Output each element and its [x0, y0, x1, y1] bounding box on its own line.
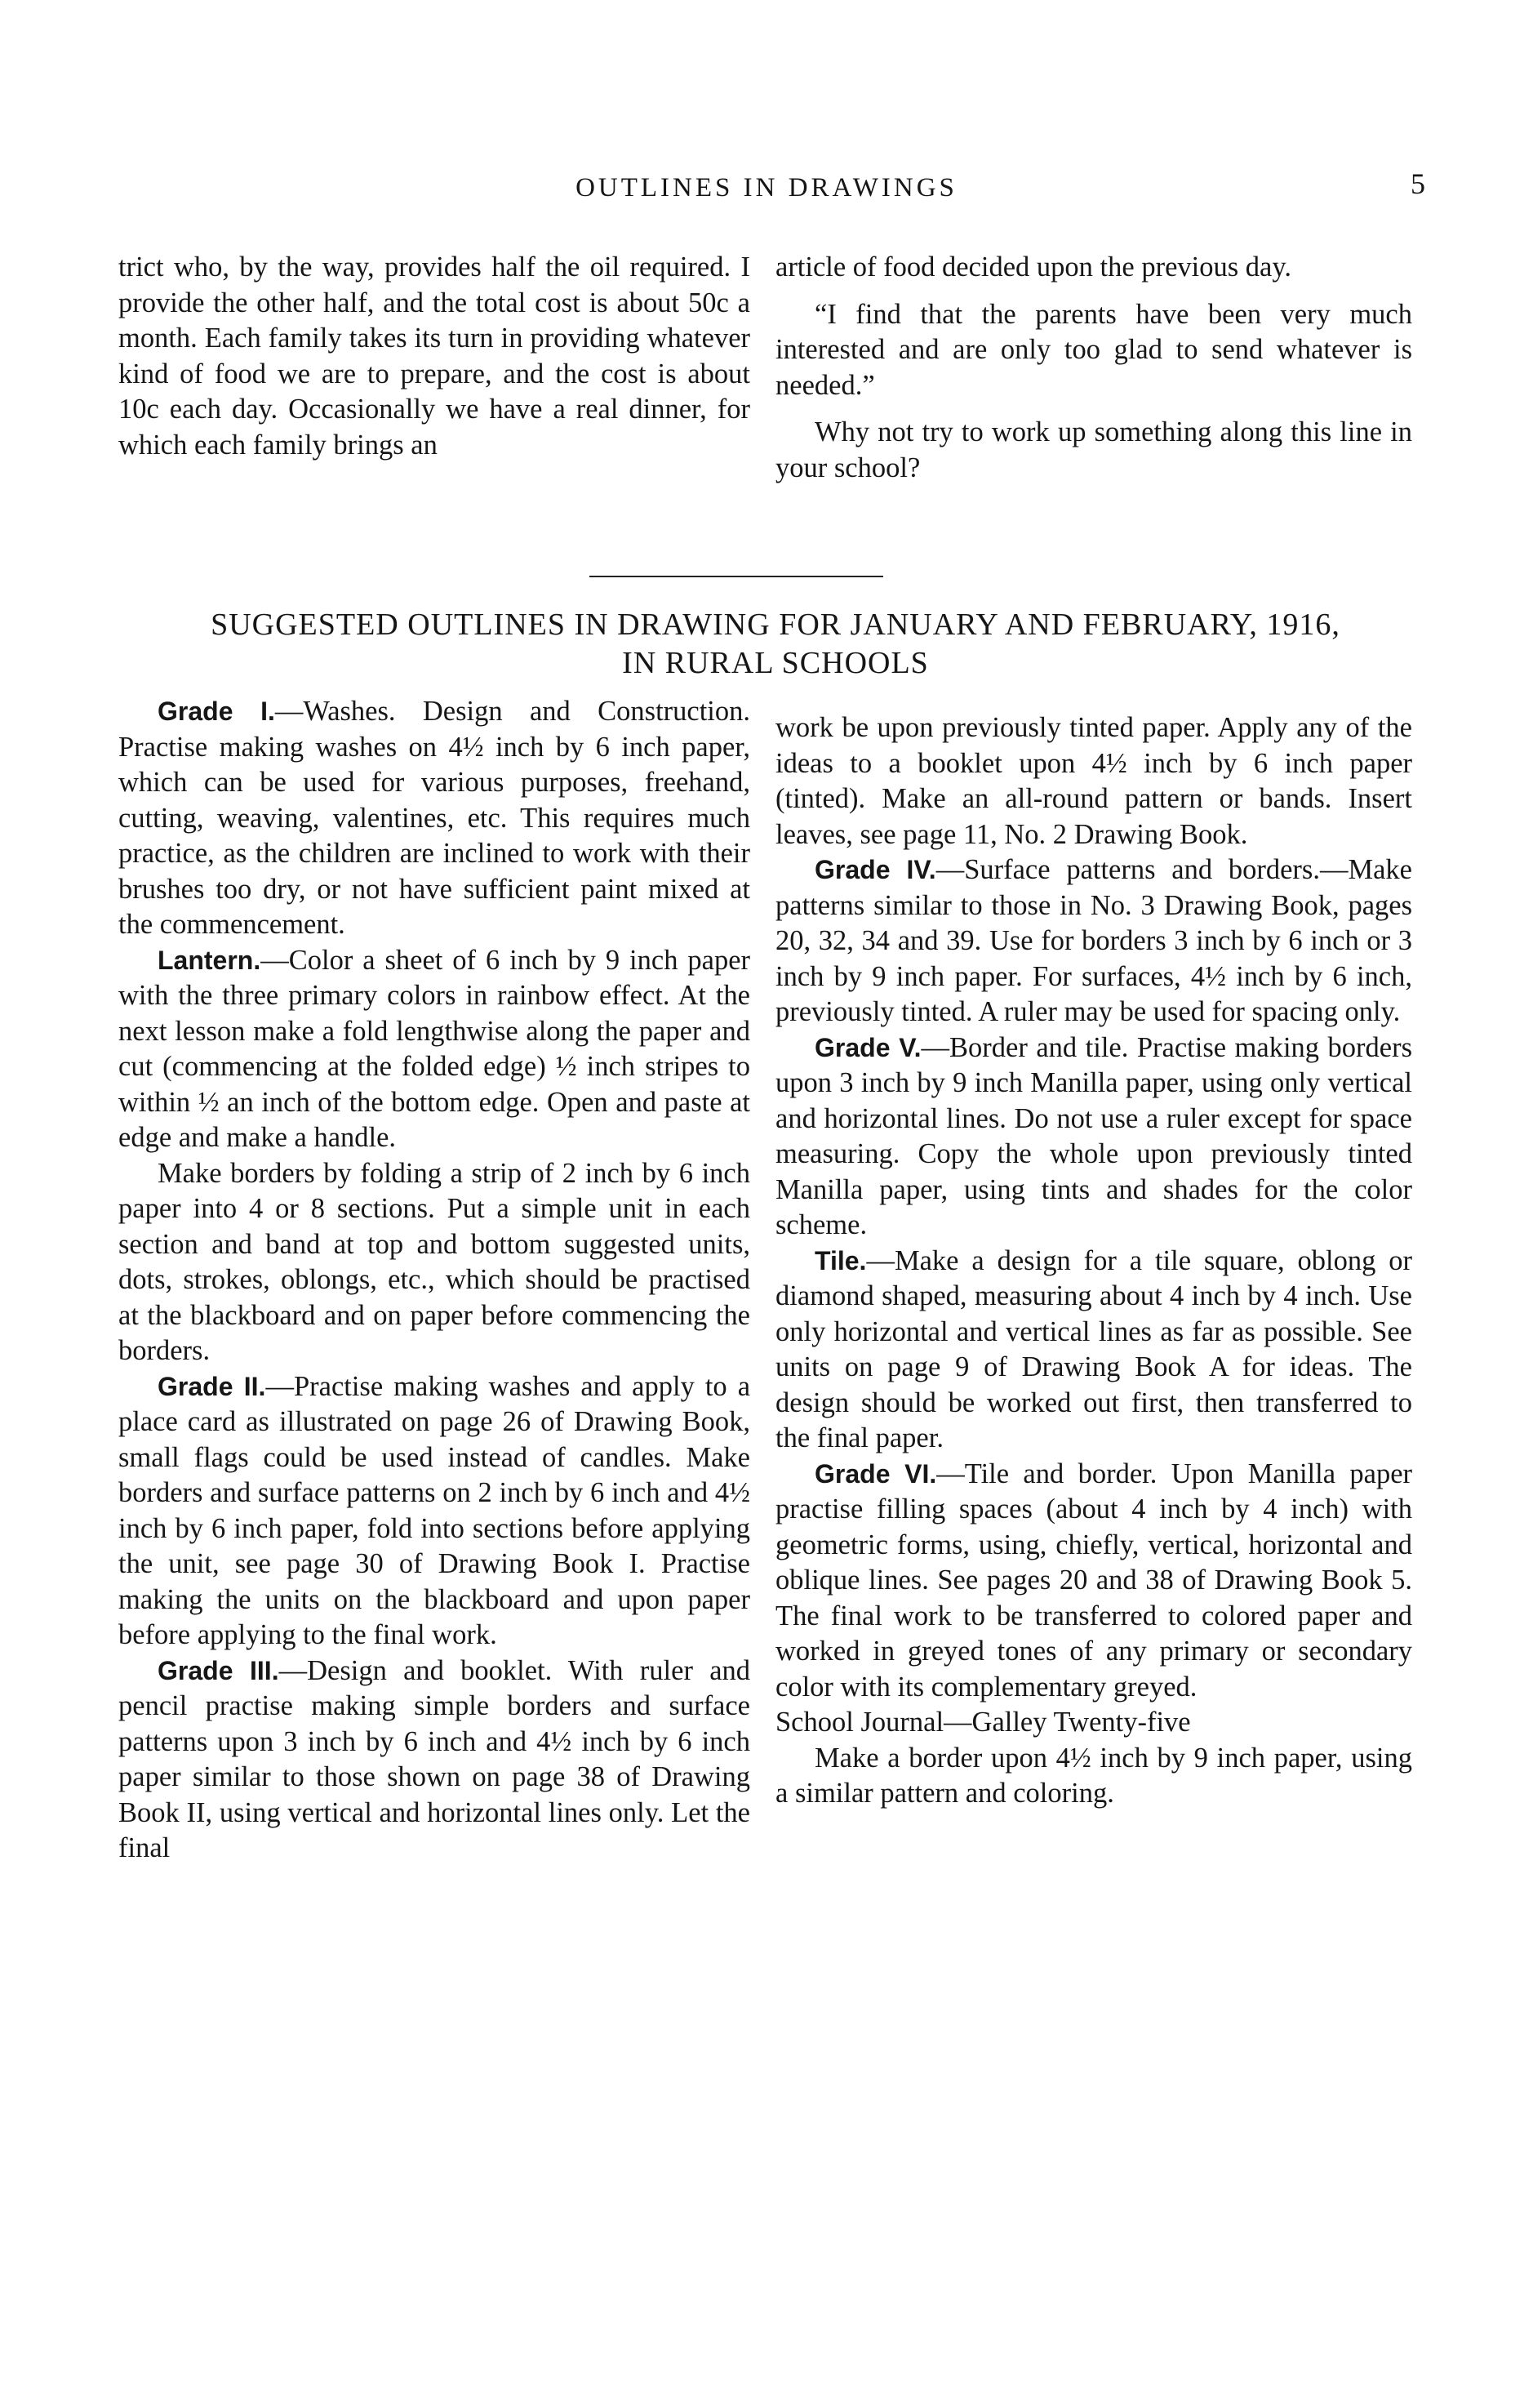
tile-label: Tile. — [815, 1245, 867, 1275]
grade-4-paragraph — [775, 852, 1412, 1030]
intro-right-column — [775, 250, 1412, 486]
article-left-column — [118, 694, 750, 1867]
grade-5-label: Grade V. — [815, 1032, 922, 1062]
grade-2-text: —Practise making washes and apply to a place card as illustrated on page 26 of Drawing Book, small flags could be used instead of candles. Make borders and surface patterns on 2 inch by 6 inch and 4½ inch by 6 inch paper, fold into sections before applying the unit, see page 30 of Drawing Book I. Practise making the units on the blackboard and upon paper before applying to the final work. — [118, 1370, 751, 1650]
grade-1-text: —Washes. Design and Construction. Practise making washes on 4½ inch by 6 inch paper, which can be used for various purposes, freehand, cutting, weaving, valentines, etc. This requires much practice, as the children are inclined to work with their brushes too dry, or not have sufficient paint mixed at the commencement. — [118, 696, 751, 940]
article-title: SUGGESTED OUTLINES IN DRAWING FOR JANUARY AND FEBRUARY, 1916, IN RURAL SCHOOLS — [211, 608, 1340, 680]
galley-note: School Journal—Galley Twenty-five — [775, 1707, 1191, 1738]
grade-5-text: —Border and tile. Practise making borders upon 3 inch by 9 inch Manilla paper, using only vertical and horizontal lines. Do not use a ruler except for space measuring. Copy the whole upon previously tinted Manilla paper, using tints and shades for the color scheme. — [775, 1031, 1413, 1240]
intro-left-paragraph: trict who, by the way, provides half the oil required. I provide the other half, and the total cost is about 50c a month. Each family takes its turn in providing whatever kind of food we are to prepare, and the cost is about 10c each day. Occasionally we have a real dinner, for which each family brings an — [118, 251, 750, 461]
grade-3-continuation: work be upon previously tinted paper. Apply any of the ideas to a booklet upon 4½ inch by 6 inch paper (tinted). Make an all-round pattern or bands. Insert leaves, see page 11, No. 2 Drawing Book. — [775, 712, 1412, 850]
intro-right-paragraph-1: article of food decided upon the previous day. — [775, 251, 1291, 283]
lantern-label: Lantern. — [158, 945, 261, 975]
tile-text: —Make a design for a tile square, oblong or diamond shaped, measuring about 4 inch by 4 inch. Use only horizontal and vertical lines as far as possible. See units on page 9 of Drawing Book A for ideas. The design should be worked out first, then transferred to the final paper. — [775, 1244, 1412, 1453]
grade-1-label: Grade I. — [158, 697, 275, 726]
grade-2-paragraph — [118, 1369, 750, 1654]
grade-6-paragraph — [775, 1457, 1412, 1706]
lantern-text: —Color a sheet of 6 inch by 9 inch paper with the three primary colors in rainbow effect. At the next lesson make a fold lengthwise along the paper and cut (commencing at the folded edge) ½ inch stripes to within ½ an inch of the bottom edge. Open and paste at edge and make a handle. — [118, 944, 750, 1153]
running-header-title: OUTLINES IN DRAWINGS — [575, 173, 958, 203]
grade-3-text: —Design and booklet. With ruler and pencil practise making simple borders and surface patterns upon 3 inch by 6 inch and 4½ inch by 6 inch paper similar to those shown on page 38 of Drawing Book II, using vertical and horizontal lines only. Let the final — [118, 1654, 751, 1863]
article-right-column — [775, 710, 1412, 1812]
grade-4-text: —Surface patterns and borders.—Make patterns similar to those in No. 3 Drawing Book, pages 20, 32, 34 and 39. Use for borders 3 inch by 6 inch or 3 inch by 9 inch paper. For surfaces, 4½ inch by 6 inch, previously tinted. A ruler may be used for spacing only. — [775, 854, 1412, 1027]
grade-1-paragraph — [118, 694, 750, 943]
grade-4-label: Grade IV. — [815, 855, 936, 884]
grade-6-label: Grade VI. — [815, 1458, 937, 1489]
lantern-paragraph — [118, 943, 750, 1156]
borders-paragraph: Make borders by folding a strip of 2 inch by 6 inch paper into 4 or 8 sections. Put a simple unit in each section and band at top and bottom suggested units, dots, strokes, oblongs, etc., which should be practised at the blackboard and on paper before commencing the borders. — [118, 1157, 750, 1366]
grade-6-text: —Tile and border. Upon Manilla paper practise filling spaces (about 4 inch by 4 inch) with geometric forms, using, chiefly, vertical, horizontal and oblique lines. See pages 20 and 38 of Drawing Book 5. The final work to be transferred to colored paper and worked in greyed tones of any primary or secondary color with its complementary greyed. — [775, 1458, 1412, 1703]
intro-right-paragraph-3: Why not try to work up something along this line in your school? — [775, 416, 1412, 483]
intro-right-paragraph-2: “I find that the parents have been very much interested and are only too glad to send whatever is needed.” — [775, 298, 1412, 401]
grade-5-paragraph — [775, 1030, 1412, 1244]
grade-3-paragraph — [118, 1654, 750, 1867]
final-paragraph: Make a border upon 4½ inch by 9 inch paper, using a similar pattern and coloring. — [775, 1742, 1412, 1809]
tile-paragraph — [775, 1244, 1412, 1457]
grade-2-label: Grade II. — [158, 1371, 266, 1401]
section-divider — [589, 576, 883, 577]
grade-3-label: Grade III. — [158, 1655, 279, 1685]
page-number: 5 — [1411, 167, 1425, 200]
intro-left-column — [118, 250, 750, 463]
